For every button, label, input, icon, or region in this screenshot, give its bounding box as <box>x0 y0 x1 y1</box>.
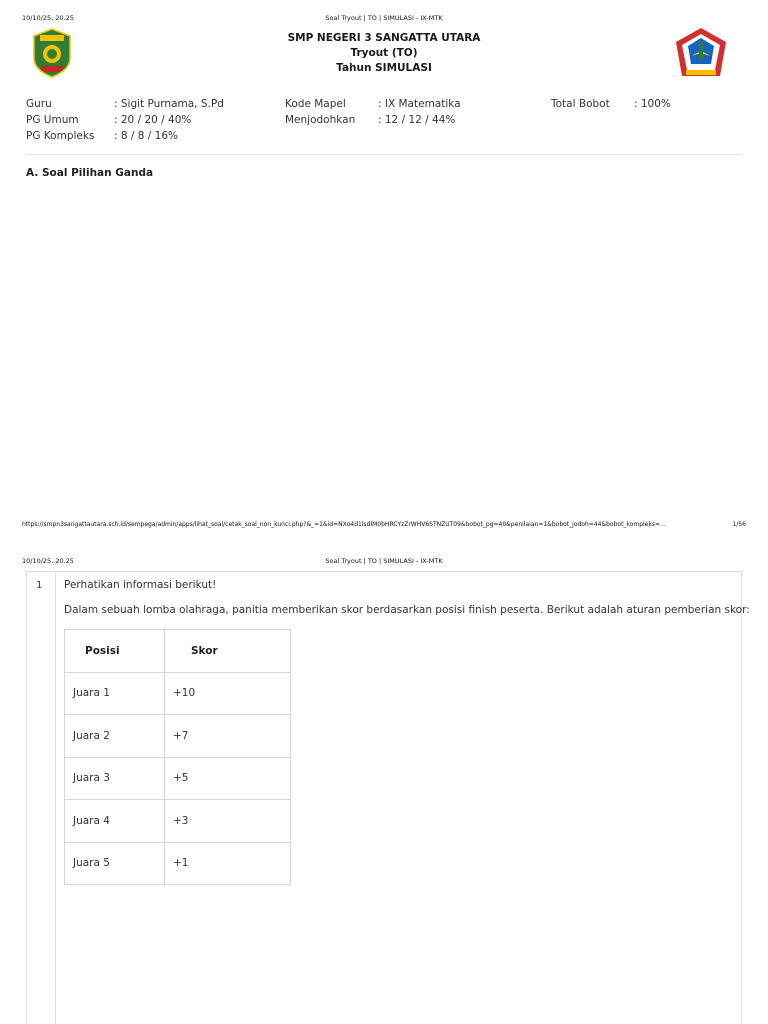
question-intro: Perhatikan informasi berikut! <box>64 579 217 591</box>
header-posisi: Posisi <box>65 630 165 673</box>
table-row <box>65 715 291 758</box>
page-number: 1/56 <box>732 521 746 528</box>
table-row <box>65 672 291 715</box>
cell-skor: +1 <box>165 842 291 885</box>
exam-type: Tryout (TO) <box>350 47 418 59</box>
meta-pg-kompleks: PG Kompleks : 8 / 8 / 16% <box>26 130 178 142</box>
print-datetime: 10/10/25, 20.25 <box>22 557 74 565</box>
cell-skor: +3 <box>165 800 291 843</box>
cell-posisi: Juara 4 <box>65 800 165 843</box>
meta-column-3 <box>551 96 671 112</box>
print-datetime: 10/10/25, 20.25 <box>22 14 74 22</box>
meta-total-bobot: Total Bobot : 100% <box>551 98 671 110</box>
cell-posisi: Juara 3 <box>65 757 165 800</box>
section-title: A. Soal Pilihan Ganda <box>26 167 154 179</box>
cell-posisi: Juara 5 <box>65 842 165 885</box>
print-url: https://smpn3sangattautara.sch.id/sempega/admin/apps/lihat_soal/cetak_soal_non_kunci.php?&_=1&id=NXo4d1lsdlM0bHRCYzZrWHV6STNZUT09&bobot_pg=40&penilaian=1&bobot_jodoh=44&bobot_kompleks=... <box>22 521 666 528</box>
meta-column-2 <box>285 96 461 128</box>
education-emblem-logo <box>674 26 728 80</box>
meta-kode-mapel: Kode Mapel : IX Matematika <box>285 98 461 110</box>
meta-column-1 <box>26 96 224 144</box>
question-number: 1 <box>36 580 43 591</box>
table-row <box>65 757 291 800</box>
print-title: Soal Tryout | TO | SIMULASI - IX-MTK <box>325 14 443 22</box>
school-name: SMP NEGERI 3 SANGATTA UTARA <box>287 32 481 44</box>
question-number-divider <box>55 571 56 1024</box>
print-title: Soal Tryout | TO | SIMULASI - IX-MTK <box>325 557 443 565</box>
cell-skor: +7 <box>165 715 291 758</box>
table-header-row <box>65 630 291 673</box>
score-table <box>64 629 291 885</box>
cell-posisi: Juara 1 <box>65 672 165 715</box>
cell-skor: +5 <box>165 757 291 800</box>
table-row <box>65 842 291 885</box>
school-header <box>0 31 768 76</box>
header-skor: Skor <box>165 630 291 673</box>
table-row <box>65 800 291 843</box>
meta-guru: Guru : Sigit Purnama, S.Pd <box>26 98 224 110</box>
exam-year: Tahun SIMULASI <box>336 62 432 74</box>
cell-posisi: Juara 2 <box>65 715 165 758</box>
cell-skor: +10 <box>165 672 291 715</box>
divider <box>26 154 742 155</box>
meta-menjodohkan: Menjodohkan : 12 / 12 / 44% <box>285 114 456 126</box>
meta-pg-umum: PG Umum : 20 / 20 / 40% <box>26 114 192 126</box>
question-text: Dalam sebuah lomba olahraga, panitia memberikan skor berdasarkan posisi finish peserta. Berikut adalah aturan pemberian skor: <box>64 604 750 616</box>
